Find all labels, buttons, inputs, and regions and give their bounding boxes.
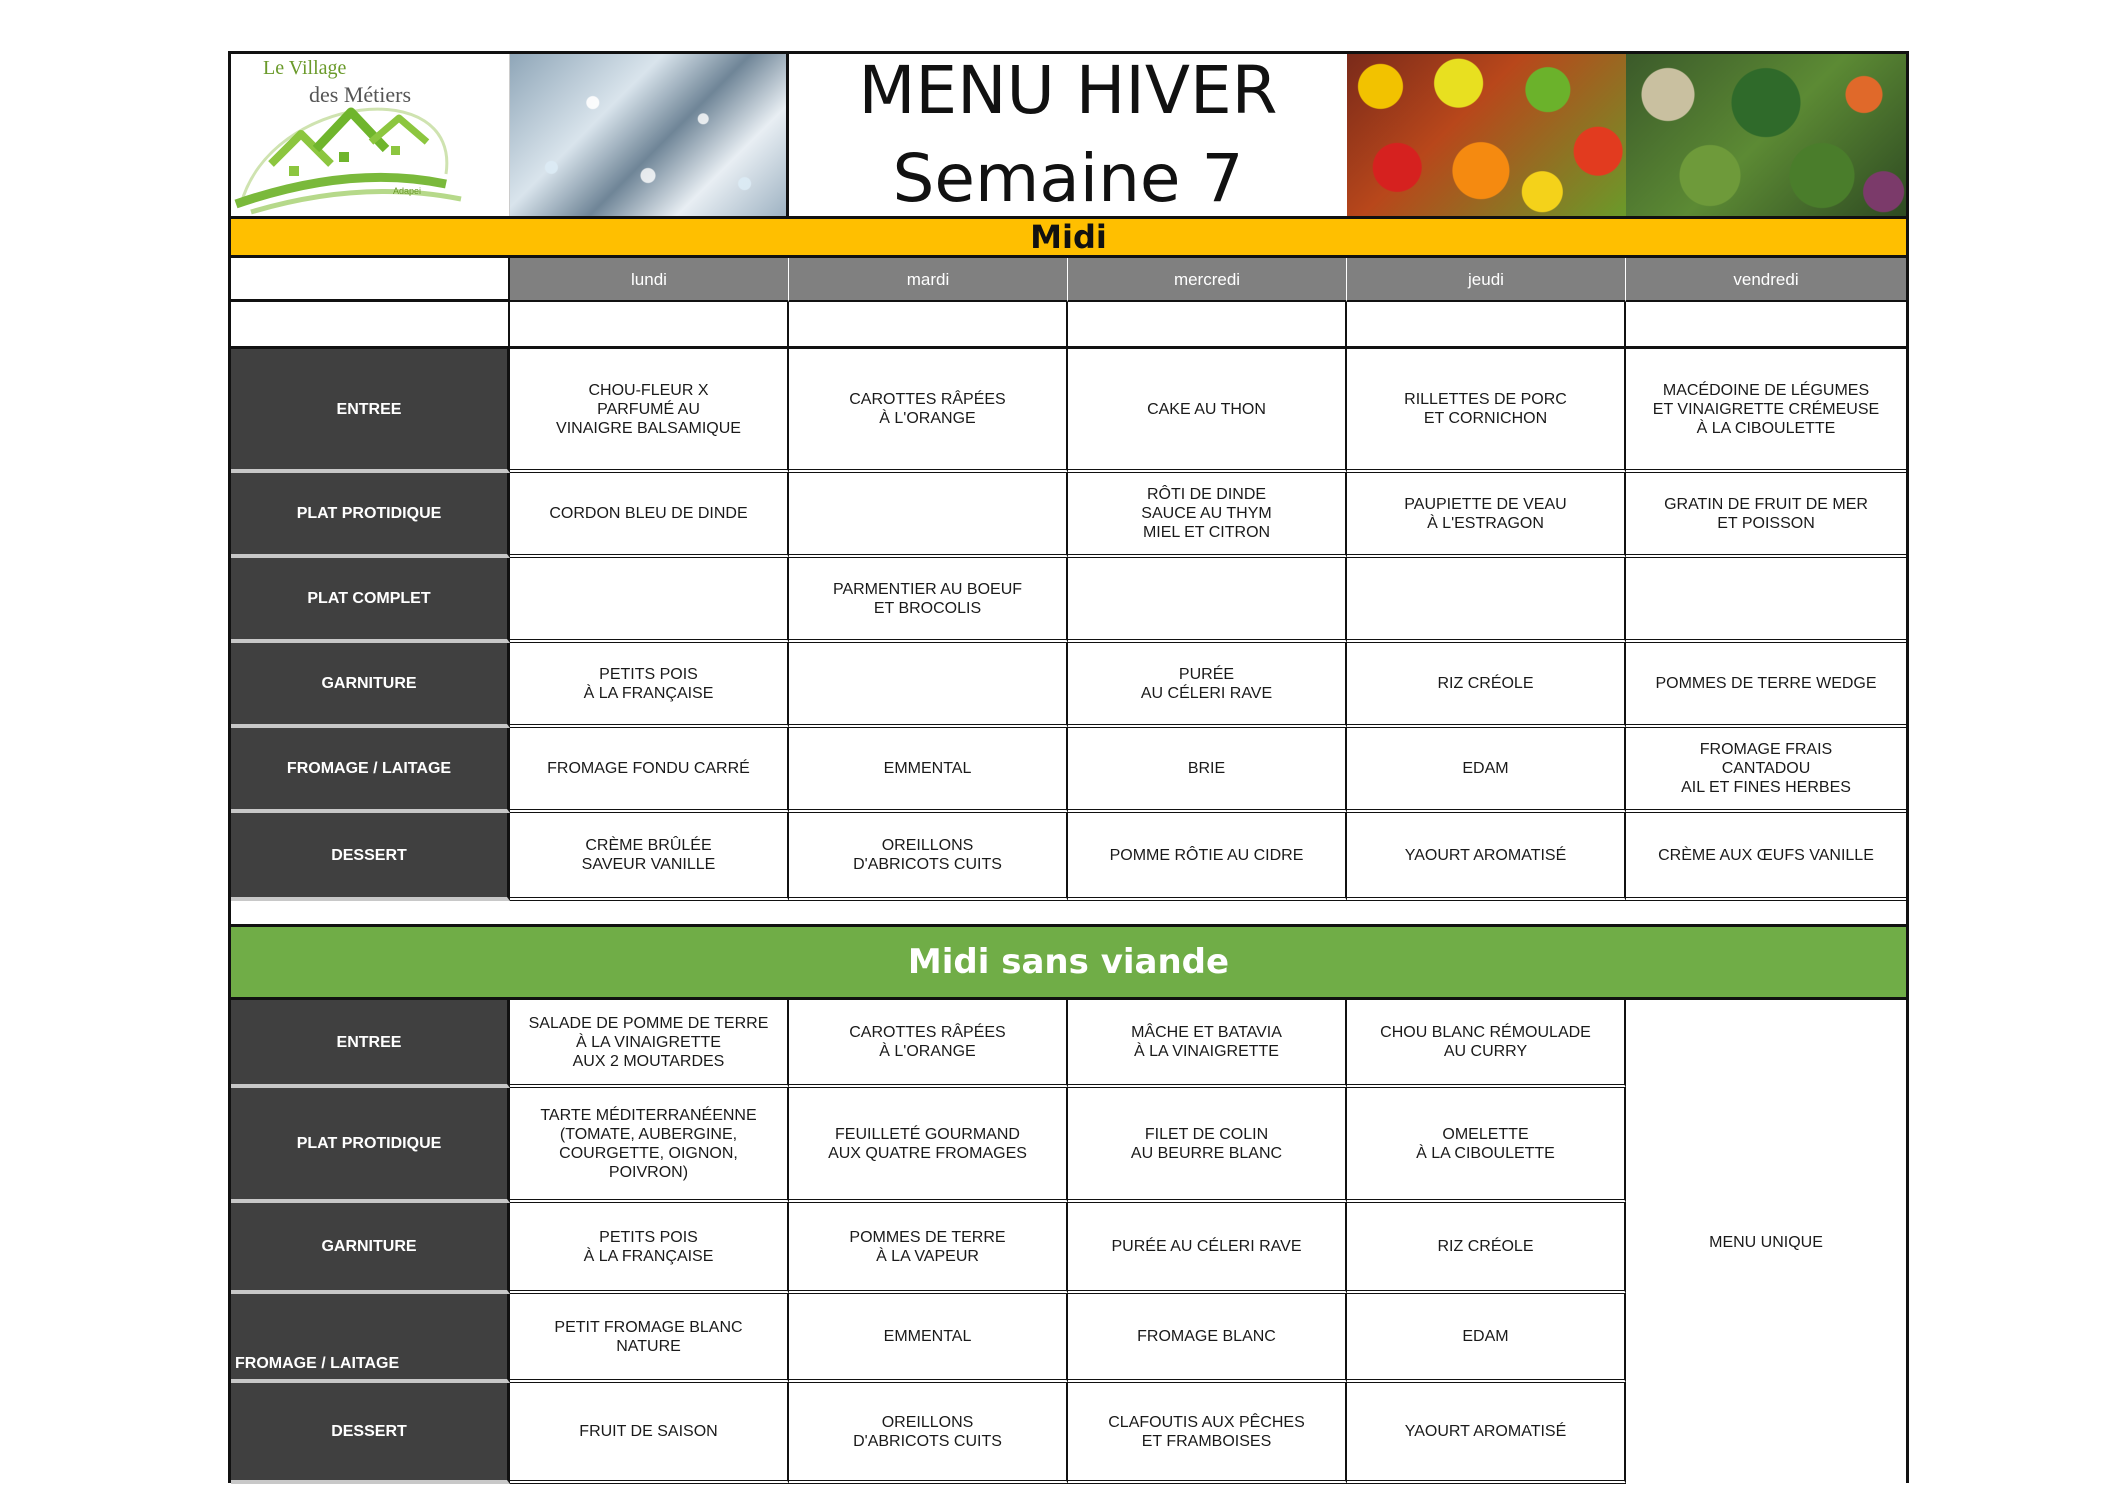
logo-line2: des Métiers <box>309 82 412 107</box>
village-logo-icon <box>231 54 510 216</box>
logo <box>231 54 510 216</box>
row-label: GARNITURE <box>231 643 510 728</box>
svg-text:Le Village <box>263 57 347 79</box>
day-header-mardi: mardi <box>789 258 1068 302</box>
menu-cell: POMMES DE TERRE WEDGE <box>1626 643 1906 728</box>
menu-cell: CAROTTES RÂPÉES À L'ORANGE <box>789 349 1068 473</box>
menu-cell: CAKE AU THON <box>1068 349 1347 473</box>
spacer-cell <box>1347 302 1626 349</box>
menu-cell: RIZ CRÉOLE <box>1347 643 1626 728</box>
menu-cell: RÔTI DE DINDE SAUCE AU THYM MIEL ET CITRON <box>1068 473 1347 558</box>
menu-cell: PURÉE AU CÉLERI RAVE <box>1068 1203 1347 1294</box>
logo-line1: Le Village <box>263 57 347 79</box>
sans-viande-table <box>231 1000 1906 1484</box>
menu-cell: EDAM <box>1347 1294 1626 1383</box>
row-label: ENTREE <box>231 1000 510 1088</box>
row-label: DESSERT <box>231 813 510 901</box>
menu-cell: OREILLONS D'ABRICOTS CUITS <box>789 813 1068 901</box>
menu-cell: EMMENTAL <box>789 728 1068 813</box>
menu-title: MENU HIVER <box>858 54 1278 129</box>
menu-cell: PARMENTIER AU BOEUF ET BROCOLIS <box>789 558 1068 643</box>
menu-cell: CHOU-FLEUR X PARFUMÉ AU VINAIGRE BALSAMIQUE <box>510 349 789 473</box>
menu-cell <box>1347 558 1626 643</box>
row-label: ENTREE <box>231 349 510 473</box>
menu-cell: CRÈME AUX ŒUFS VANILLE <box>1626 813 1906 901</box>
menu-cell: CORDON BLEU DE DINDE <box>510 473 789 558</box>
menu-cell: YAOURT AROMATISÉ <box>1347 813 1626 901</box>
menu-unique-cell: MENU UNIQUE <box>1626 1000 1906 1484</box>
menu-sheet <box>228 51 1909 1483</box>
spacer-cell <box>1068 302 1347 349</box>
day-header-jeudi: jeudi <box>1347 258 1626 302</box>
corner-cell <box>231 258 510 302</box>
menu-cell: CLAFOUTIS AUX PÊCHES ET FRAMBOISES <box>1068 1383 1347 1484</box>
row-label: FROMAGE / LAITAGE <box>231 728 510 813</box>
menu-cell: YAOURT AROMATISÉ <box>1347 1383 1626 1484</box>
menu-cell: POMMES DE TERRE À LA VAPEUR <box>789 1203 1068 1294</box>
menu-cell: RILLETTES DE PORC ET CORNICHON <box>1347 349 1626 473</box>
vegetables-image <box>1626 54 1906 216</box>
menu-cell: EMMENTAL <box>789 1294 1068 1383</box>
menu-cell: FROMAGE BLANC <box>1068 1294 1347 1383</box>
menu-cell <box>1068 558 1347 643</box>
row-label: PLAT PROTIDIQUE <box>231 1088 510 1203</box>
menu-cell: FROMAGE FRAIS CANTADOU AIL ET FINES HERBES <box>1626 728 1906 813</box>
menu-cell: PETITS POIS À LA FRANÇAISE <box>510 1203 789 1294</box>
menu-cell: TARTE MÉDITERRANÉENNE (TOMATE, AUBERGINE, COURGETTE, OIGNON, POIVRON) <box>510 1088 789 1203</box>
spacer-cell <box>1626 302 1906 349</box>
week-title: Semaine 7 <box>892 140 1244 216</box>
menu-cell: CHOU BLANC RÉMOULADE AU CURRY <box>1347 1000 1626 1088</box>
menu-cell: FRUIT DE SAISON <box>510 1383 789 1484</box>
menu-cell: PURÉE AU CÉLERI RAVE <box>1068 643 1347 728</box>
menu-cell: BRIE <box>1068 728 1347 813</box>
menu-cell: CRÈME BRÛLÉE SAVEUR VANILLE <box>510 813 789 901</box>
midi-table <box>231 258 1906 901</box>
menu-cell: RIZ CRÉOLE <box>1347 1203 1626 1294</box>
menu-cell: FROMAGE FONDU CARRÉ <box>510 728 789 813</box>
midi-band: Midi <box>231 216 1906 258</box>
menu-cell: CAROTTES RÂPÉES À L'ORANGE <box>789 1000 1068 1088</box>
menu-cell: FILET DE COLIN AU BEURRE BLANC <box>1068 1088 1347 1203</box>
menu-cell <box>789 473 1068 558</box>
logo-badge: Adapei <box>393 186 422 196</box>
spacer-label-cell <box>231 302 510 349</box>
frost-image <box>510 54 789 216</box>
spacer-cell <box>789 302 1068 349</box>
menu-cell: PETIT FROMAGE BLANC NATURE <box>510 1294 789 1383</box>
sans-viande-band: Midi sans viande <box>231 924 1906 1000</box>
menu-cell: SALADE DE POMME DE TERRE À LA VINAIGRETTE AUX 2 MOUTARDES <box>510 1000 789 1088</box>
fruits-image <box>1347 54 1626 216</box>
menu-cell <box>789 643 1068 728</box>
day-header-vendredi: vendredi <box>1626 258 1906 302</box>
row-label: GARNITURE <box>231 1203 510 1294</box>
menu-cell: POMME RÔTIE AU CIDRE <box>1068 813 1347 901</box>
day-header-lundi: lundi <box>510 258 789 302</box>
day-header-mercredi: mercredi <box>1068 258 1347 302</box>
menu-cell: PAUPIETTE DE VEAU À L'ESTRAGON <box>1347 473 1626 558</box>
menu-cell: OREILLONS D'ABRICOTS CUITS <box>789 1383 1068 1484</box>
row-label: PLAT PROTIDIQUE <box>231 473 510 558</box>
row-label: FROMAGE / LAITAGE <box>231 1294 510 1383</box>
svg-text:des Métiers <box>309 82 411 107</box>
menu-cell: EDAM <box>1347 728 1626 813</box>
menu-cell: MACÉDOINE DE LÉGUMES ET VINAIGRETTE CRÉMEUSE À LA CIBOULETTE <box>1626 349 1906 473</box>
menu-cell: MÂCHE ET BATAVIA À LA VINAIGRETTE <box>1068 1000 1347 1088</box>
row-label: PLAT COMPLET <box>231 558 510 643</box>
svg-text:Adapei <box>393 186 421 196</box>
spacer-cell <box>510 302 789 349</box>
menu-cell <box>1626 558 1906 643</box>
menu-cell <box>510 558 789 643</box>
menu-cell: FEUILLETÉ GOURMAND AUX QUATRE FROMAGES <box>789 1088 1068 1203</box>
menu-cell: OMELETTE À LA CIBOULETTE <box>1347 1088 1626 1203</box>
menu-header <box>231 54 1906 216</box>
menu-cell: GRATIN DE FRUIT DE MER ET POISSON <box>1626 473 1906 558</box>
menu-title-block <box>789 54 1347 216</box>
row-label: DESSERT <box>231 1383 510 1484</box>
menu-cell: PETITS POIS À LA FRANÇAISE <box>510 643 789 728</box>
